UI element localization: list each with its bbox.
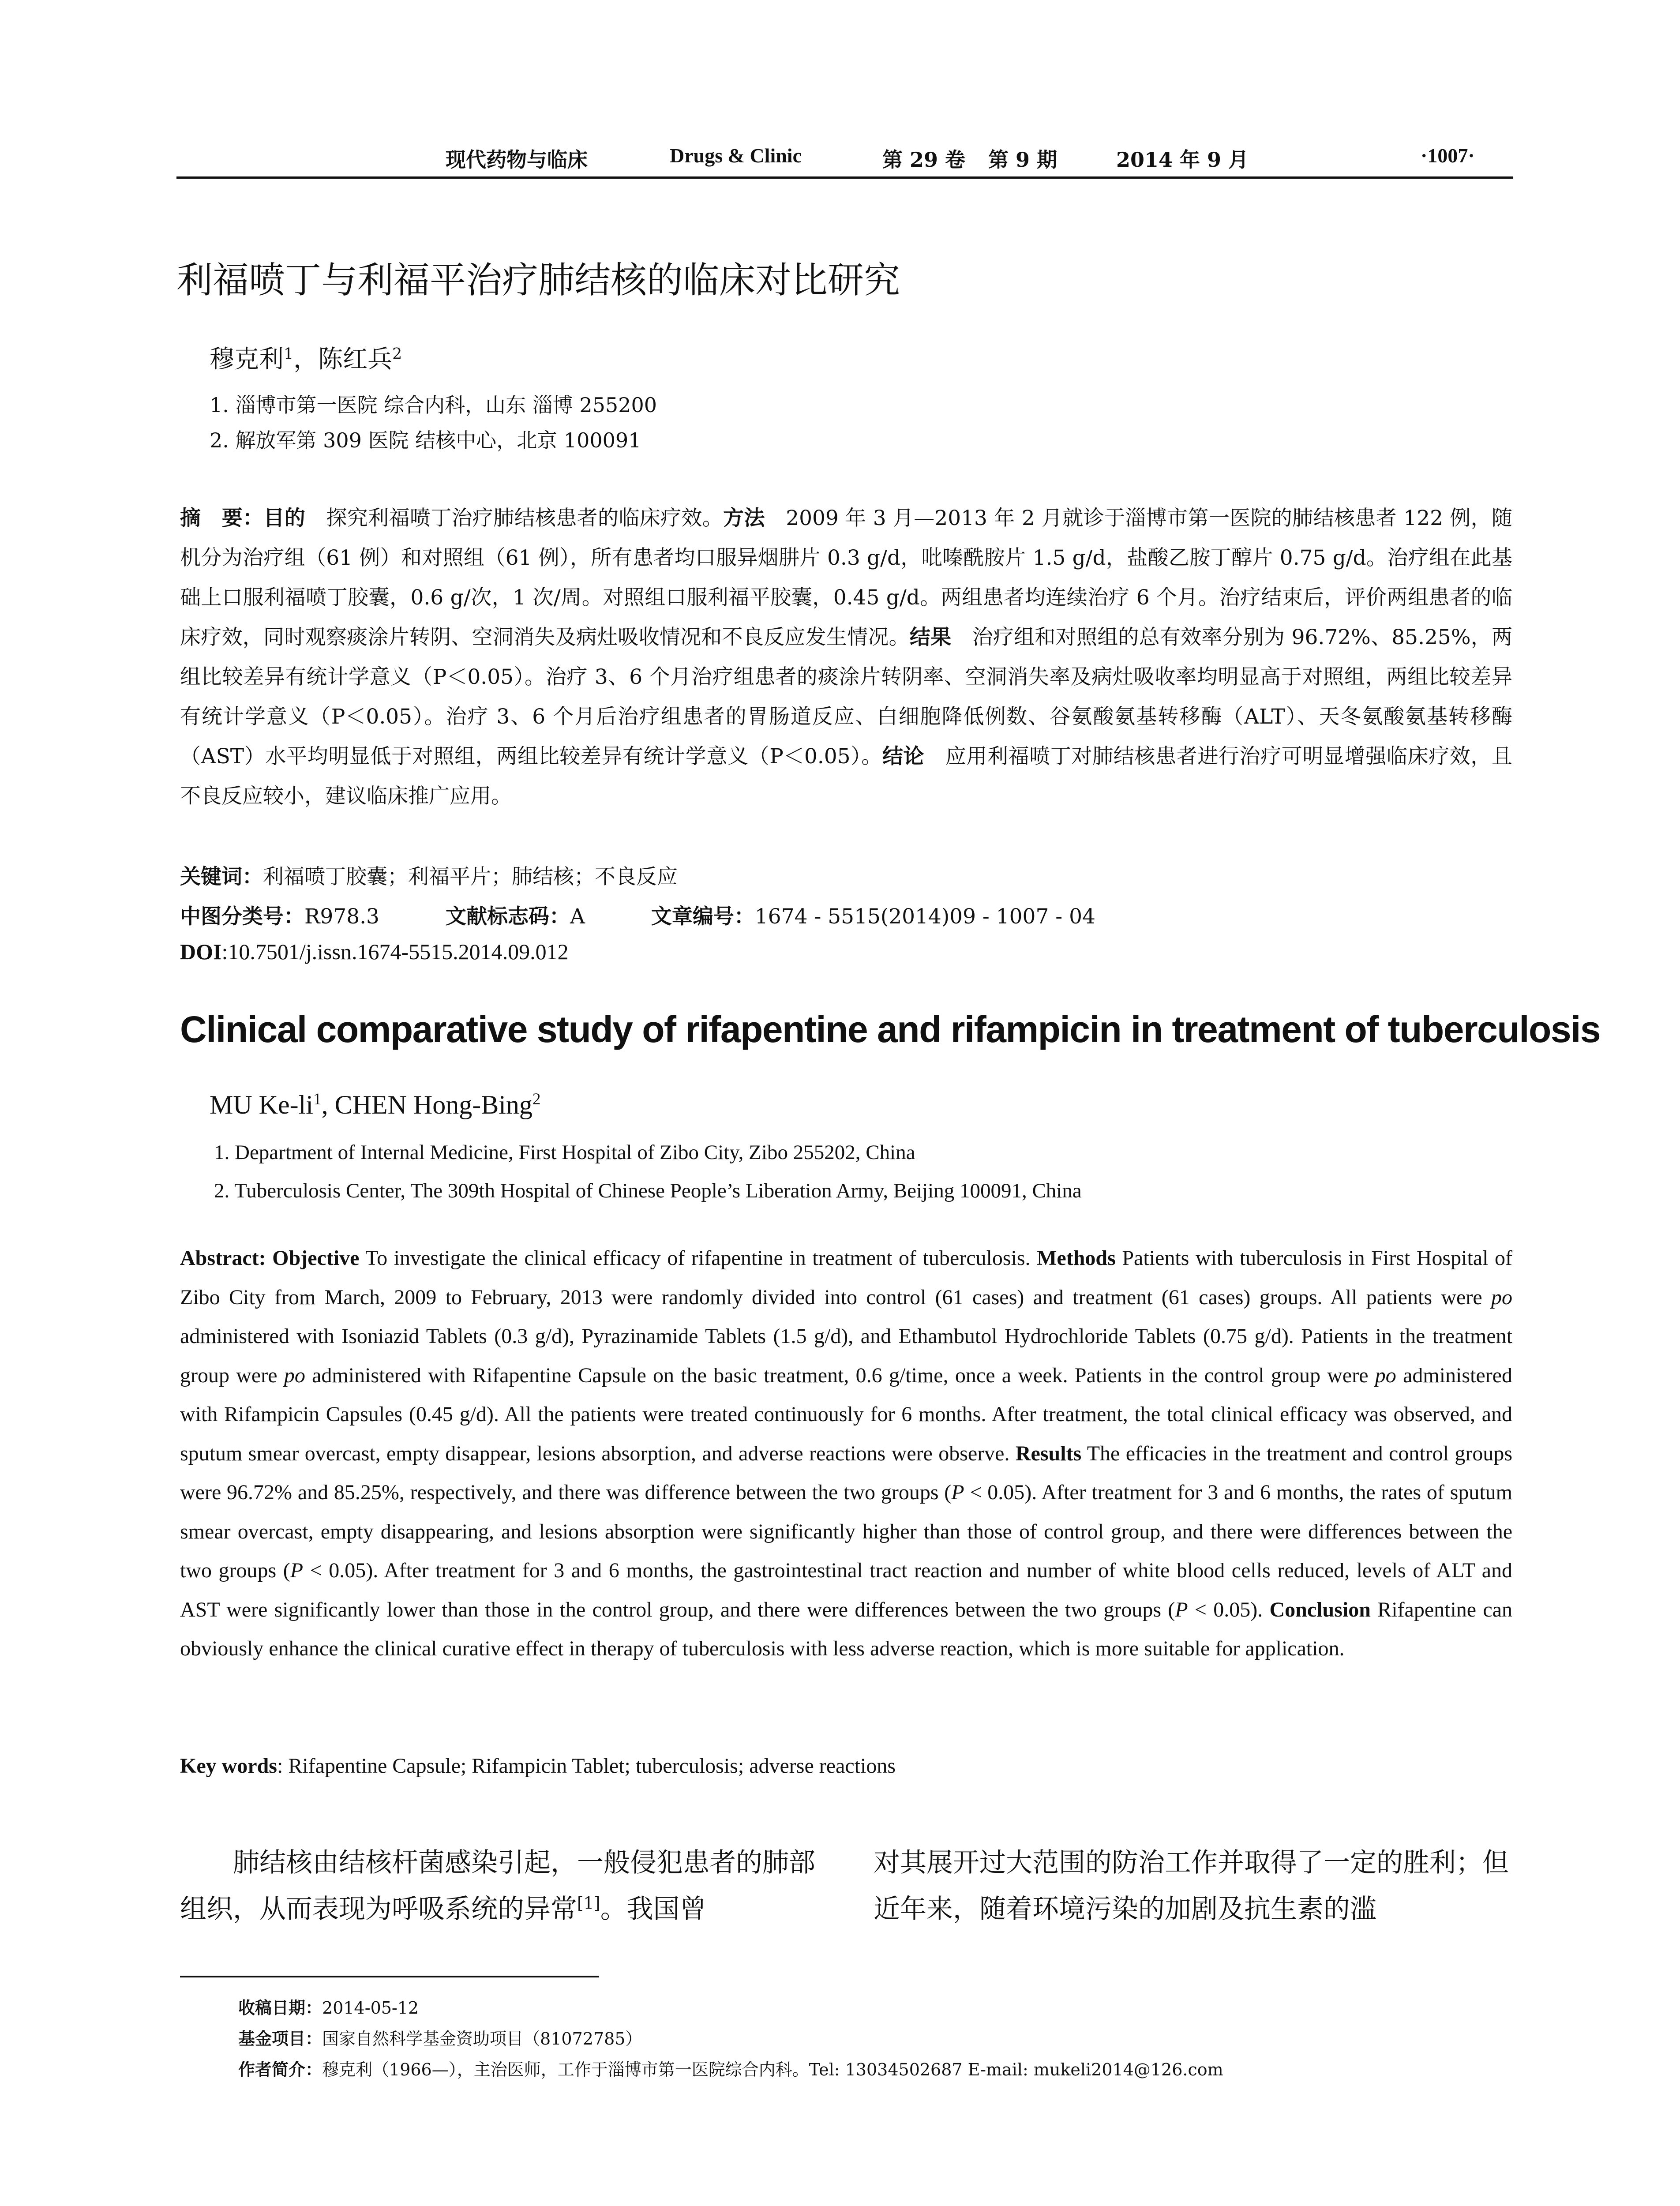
title-cn: 利福喷丁与利福平治疗肺结核的临床对比研究 — [176, 259, 900, 301]
journal-name-cn: 现代药物与临床 — [446, 148, 588, 172]
author-bio-text: 穆克利（1966—），主治医师，工作于淄博市第一医院综合内科。Tel: 13034502687 E-mail: mukeli2014@126.com — [322, 2060, 1223, 2079]
footnote-author — [238, 2056, 1223, 2080]
running-header — [176, 140, 1513, 176]
abstract-label: 摘 要： — [180, 506, 264, 530]
methods-label: 方法 — [723, 506, 765, 530]
page-number: ·1007· — [1421, 144, 1475, 167]
received-label: 收稿日期： — [238, 1998, 322, 2018]
author-separator: ， — [293, 345, 319, 374]
affiliation-en-2: 2. Tuberculosis Center, The 309th Hospital of Chinese People’s Liberation Army, Beijing 100091, China — [214, 1179, 1082, 1202]
authors-en — [210, 1090, 541, 1120]
p-symbol: P — [290, 1559, 304, 1582]
abstract-label: Abstract: — [180, 1246, 266, 1270]
conclusion-label: 结论 — [882, 744, 925, 769]
author-separator: , — [321, 1090, 335, 1119]
doi-label: DOI — [180, 939, 222, 964]
body-text: 肺结核由结核杆菌感染引起，一般侵犯患者的肺部组织，从而表现为呼吸系统的异常 — [180, 1847, 815, 1925]
author-name: MU Ke-li — [210, 1090, 313, 1119]
article-number-label: 文章编号： — [651, 904, 755, 929]
article-number: 1674 - 5515(2014)09 - 1007 - 04 — [754, 904, 1095, 929]
results-text: 治疗组和对照组的总有效率分别为 96.72%、85.25%，两组比较差异有统计学意义（P＜0.05）。治疗 3、6 个月治疗组患者的痰涂片转阴率、空洞消失率及病灶吸收率均明显高于对照组，两组比较差异有统计学意义（P＜0.05）。治疗 3、6 个月后治疗组患者的胃肠道反应、白细胞降低例数、谷氨酸氨基转移酶（ALT）、天冬氨酸氨基转移酶（AST）水平均明显低于对照组，两组比较差异有统计学意义（P＜0.05）。 — [180, 625, 1512, 769]
fund-text: 国家自然科学基金资助项目（81072785） — [322, 2029, 642, 2048]
methods-text: 2009 年 3 月—2013 年 2 月就诊于淄博市第一医院的肺结核患者 122 例，随机分为治疗组（61 例）和对照组（61 例），所有患者均口服异烟肼片 0.3 g/d，吡嗪酰胺片 1.5 g/d，盐酸乙胺丁醇片 0.75 g/d。治疗组在此基础上口服利福喷丁胶囊，0.6 g/次，1 次/周。对照组口服利福平胶囊，0.45 g/d。两组患者均连续治疗 6 个月。治疗结束后，评价两组患者的临床疗效，同时观察痰涂片转阴、空洞消失及病灶吸收情况和不良反应发生情况。 — [180, 506, 1512, 649]
keywords-en — [180, 1754, 896, 1778]
classification-line — [180, 900, 1095, 930]
fund-label: 基金项目： — [238, 2029, 322, 2048]
conclusion-text: 应用利福喷丁对肺结核患者进行治疗可明显增强临床疗效，且不良反应较小，建议临床推广应用。 — [180, 744, 1512, 808]
results-text: The efficacies in the treatment and control groups were 96.72% and 85.25%, respectively, and there was difference between the two groups ( — [180, 1441, 1512, 1504]
objective-text: To investigate the clinical efficacy of rifapentine in treatment of tuberculosis. — [359, 1246, 1037, 1270]
results-text: < 0.05). After treatment for 3 and 6 months, the rates of sputum smear overcast, empty disappearing, and lesions absorption were significantly higher than those of control group, and there were differences between the two groups ( — [180, 1481, 1512, 1582]
keywords-label: Key words — [180, 1754, 277, 1778]
doi-line — [180, 939, 569, 964]
body-column-right: 对其展开过大范围的防治工作并取得了一定的胜利；但近年来，随着环境污染的加剧及抗生素的滥 — [874, 1847, 1509, 1925]
keywords-cn — [180, 860, 678, 890]
author-name: CHEN Hong-Bing — [334, 1090, 532, 1119]
affiliation-marker: 1 — [284, 345, 294, 363]
abstract-cn — [180, 499, 1512, 816]
clc-number: R978.3 — [304, 904, 379, 929]
clc-label: 中图分类号： — [180, 904, 304, 929]
doc-code-label: 文献标志码： — [445, 904, 570, 929]
p-symbol: P — [951, 1481, 964, 1504]
keywords-text: : Rifapentine Capsule; Rifampicin Tablet; tuberculosis; adverse reactions — [277, 1754, 896, 1778]
methods-text: administered with Isoniazid Tablets (0.3 g/d), Pyrazinamide Tablets (1.5 g/d), and Ethambutol Hydrochloride Tablets (0.75 g/d). Patients in the treatment group were — [180, 1324, 1512, 1387]
conclusion-text: Rifapentine can obviously enhance the clinical curative effect in therapy of tuberculosis with less adverse reaction, which is more suitable for application. — [180, 1598, 1512, 1660]
methods-text: administered with Rifapentine Capsule on the basic treatment, 0.6 g/time, once a week. Patients in the control group were — [305, 1363, 1375, 1387]
received-date: 2014-05-12 — [322, 1998, 419, 2018]
keywords-text: 利福喷丁胶囊；利福平片；肺结核；不良反应 — [263, 865, 678, 889]
footnote-received — [238, 1994, 419, 2018]
issue-date: 2014 年 9 月 — [1116, 148, 1249, 172]
results-text: < 0.05). After treatment for 3 and 6 months, the gastrointestinal tract reaction and number of white blood cells reduced, levels of ALT and AST were significantly lower than those in the control group, and there were differences between the two groups ( — [180, 1559, 1512, 1621]
doi-value: :10.7501/j.issn.1674-5515.2014.09.012 — [221, 939, 569, 964]
affiliation-marker: 2 — [392, 345, 402, 363]
affiliation-cn-2: 2. 解放军第 309 医院 结核中心，北京 100091 — [210, 428, 641, 452]
author-bio-label: 作者简介： — [238, 2060, 322, 2079]
methods-label: Methods — [1037, 1246, 1116, 1270]
po-abbrev: po — [1491, 1285, 1512, 1309]
objective-text: 探究利福喷丁治疗肺结核患者的临床疗效。 — [305, 506, 724, 530]
author-name: 穆克利 — [210, 345, 284, 374]
authors-cn — [210, 340, 402, 375]
results-label: 结果 — [909, 625, 952, 649]
abstract-en — [180, 1239, 1512, 1669]
po-abbrev: po — [284, 1363, 305, 1387]
footnote-fund — [238, 2025, 642, 2049]
doc-code: A — [570, 904, 585, 929]
affiliation-marker: 2 — [532, 1090, 541, 1108]
conclusion-label: Conclusion — [1269, 1598, 1371, 1621]
affiliation-marker: 1 — [313, 1090, 322, 1108]
objective-label: 目的 — [263, 506, 306, 530]
header-rule — [176, 176, 1513, 179]
affiliation-en-1: 1. Department of Internal Medicine, First Hospital of Zibo City, Zibo 255202, China — [214, 1141, 915, 1164]
methods-text: administered with Rifampicin Capsules (0.45 g/d). All the patients were treated continuously for 6 months. After treatment, the total clinical efficacy was observed, and sputum smear overcast, empty disappear, lesions absorption, and adverse reactions were observe. — [180, 1363, 1513, 1465]
footnote-rule — [180, 1976, 599, 1977]
body-column-left — [180, 1840, 815, 1932]
p-symbol: P — [1175, 1598, 1188, 1621]
objective-label: Objective — [272, 1246, 360, 1270]
body-text: 。我国曾 — [600, 1894, 706, 1925]
journal-name-en: Drugs & Clinic — [670, 144, 802, 167]
citation-ref: [1] — [577, 1893, 600, 1913]
results-label: Results — [1015, 1441, 1082, 1465]
methods-text: Patients with tuberculosis in First Hospital of Zibo City from March, 2009 to February, 2013 were randomly divided into control (61 cases) and treatment (61 cases) groups. All patients were — [180, 1246, 1513, 1309]
volume: 第 29 卷 — [882, 148, 966, 172]
results-text: < 0.05). — [1188, 1598, 1270, 1621]
keywords-label: 关键词： — [180, 865, 263, 889]
title-en: Clinical comparative study of rifapentine and rifampicin in treatment of tuberculosis — [180, 1009, 1601, 1050]
po-abbrev: po — [1375, 1363, 1396, 1387]
author-name: 陈红兵 — [318, 345, 393, 374]
issue: 第 9 期 — [988, 148, 1058, 172]
affiliation-cn-1: 1. 淄博市第一医院 综合内科，山东 淄博 255200 — [210, 393, 657, 417]
